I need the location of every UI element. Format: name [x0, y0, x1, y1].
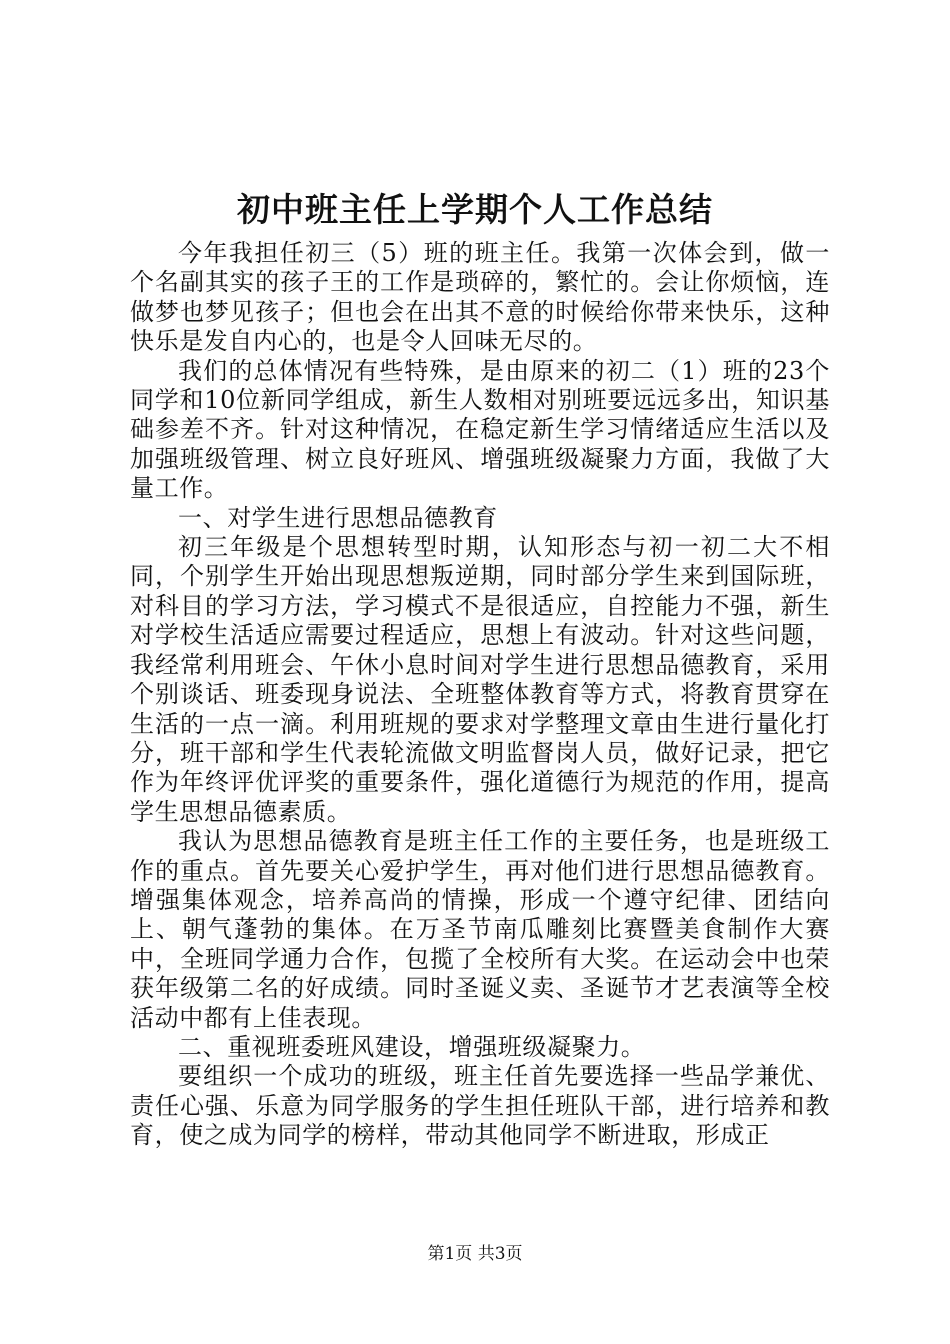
paragraph-moral-education: 初三年级是个思想转型时期，认知形态与初一初二大不相同，个别学生开始出现思想叛逆期，同时部分学生来到国际班，对科目的学习方法，学习模式不是很适应，自控能力不强，新生对学校生活适应需要过程适应，思想上有波动。针对这些问题，我经常利用班会、午休小息时间对学生进行思想品德教育，采用个别谈话、班委现身说法、全班整体教育等方式，将教育贯穿在生活的一点一滴。利用班规的要求对学整理文章由生进行量化打分，班干部和学生代表轮流做文明监督岗人员，做好记录，把它作为年终评优评奖的重要条件，强化道德行为规范的作用，提高学生思想品德素质。: [130, 533, 830, 826]
section-heading-1: 一、对学生进行思想品德教育: [178, 503, 498, 532]
paragraph-intro: 今年我担任初三（5）班的班主任。我第一次体会到，做一个名副其实的孩子王的工作是琐碎的，繁忙的。会让你烦恼，连做梦也梦见孩子；但也会在出其不意的时候给你带来快乐，这种快乐是发自内心的，也是令人回味无尽的。: [130, 239, 830, 356]
document-body: [130, 239, 830, 1151]
page-footer: 第1页 共3页: [427, 1244, 523, 1264]
document-title: 初中班主任上学期个人工作总结: [237, 190, 713, 229]
section-heading-2: 二、重视班委班风建设，增强班级凝聚力。: [178, 1032, 646, 1061]
paragraph-class-situation: 我们的总体情况有些特殊，是由原来的初二（1）班的23个同学和10位新同学组成，新生人数相对别班要远远多出，知识基础参差不齐。针对这种情况，在稳定新生学习情绪适应生活以及加强班级管理、树立良好班风、增强班级凝聚力方面，我做了大量工作。: [130, 356, 830, 503]
paragraph-moral-education-task: 我认为思想品德教育是班主任工作的主要任务，也是班级工作的重点。首先要关心爱护学生，再对他们进行思想品德教育。增强集体观念，培养高尚的情操，形成一个遵守纪律、团结向上、朝气蓬勃的集体。在万圣节南瓜雕刻比赛暨美食制作大赛中，全班同学通力合作，包揽了全校所有大奖。在运动会中也荣获年级第二名的好成绩。同时圣诞义卖、圣诞节才艺表演等全校活动中都有上佳表现。: [130, 827, 830, 1032]
paragraph-class-committee: 要组织一个成功的班级，班主任首先要选择一些品学兼优、责任心强、乐意为同学服务的学生担任班队干部，进行培养和教育，使之成为同学的榜样，带动其他同学不断进取，形成正: [130, 1062, 830, 1150]
